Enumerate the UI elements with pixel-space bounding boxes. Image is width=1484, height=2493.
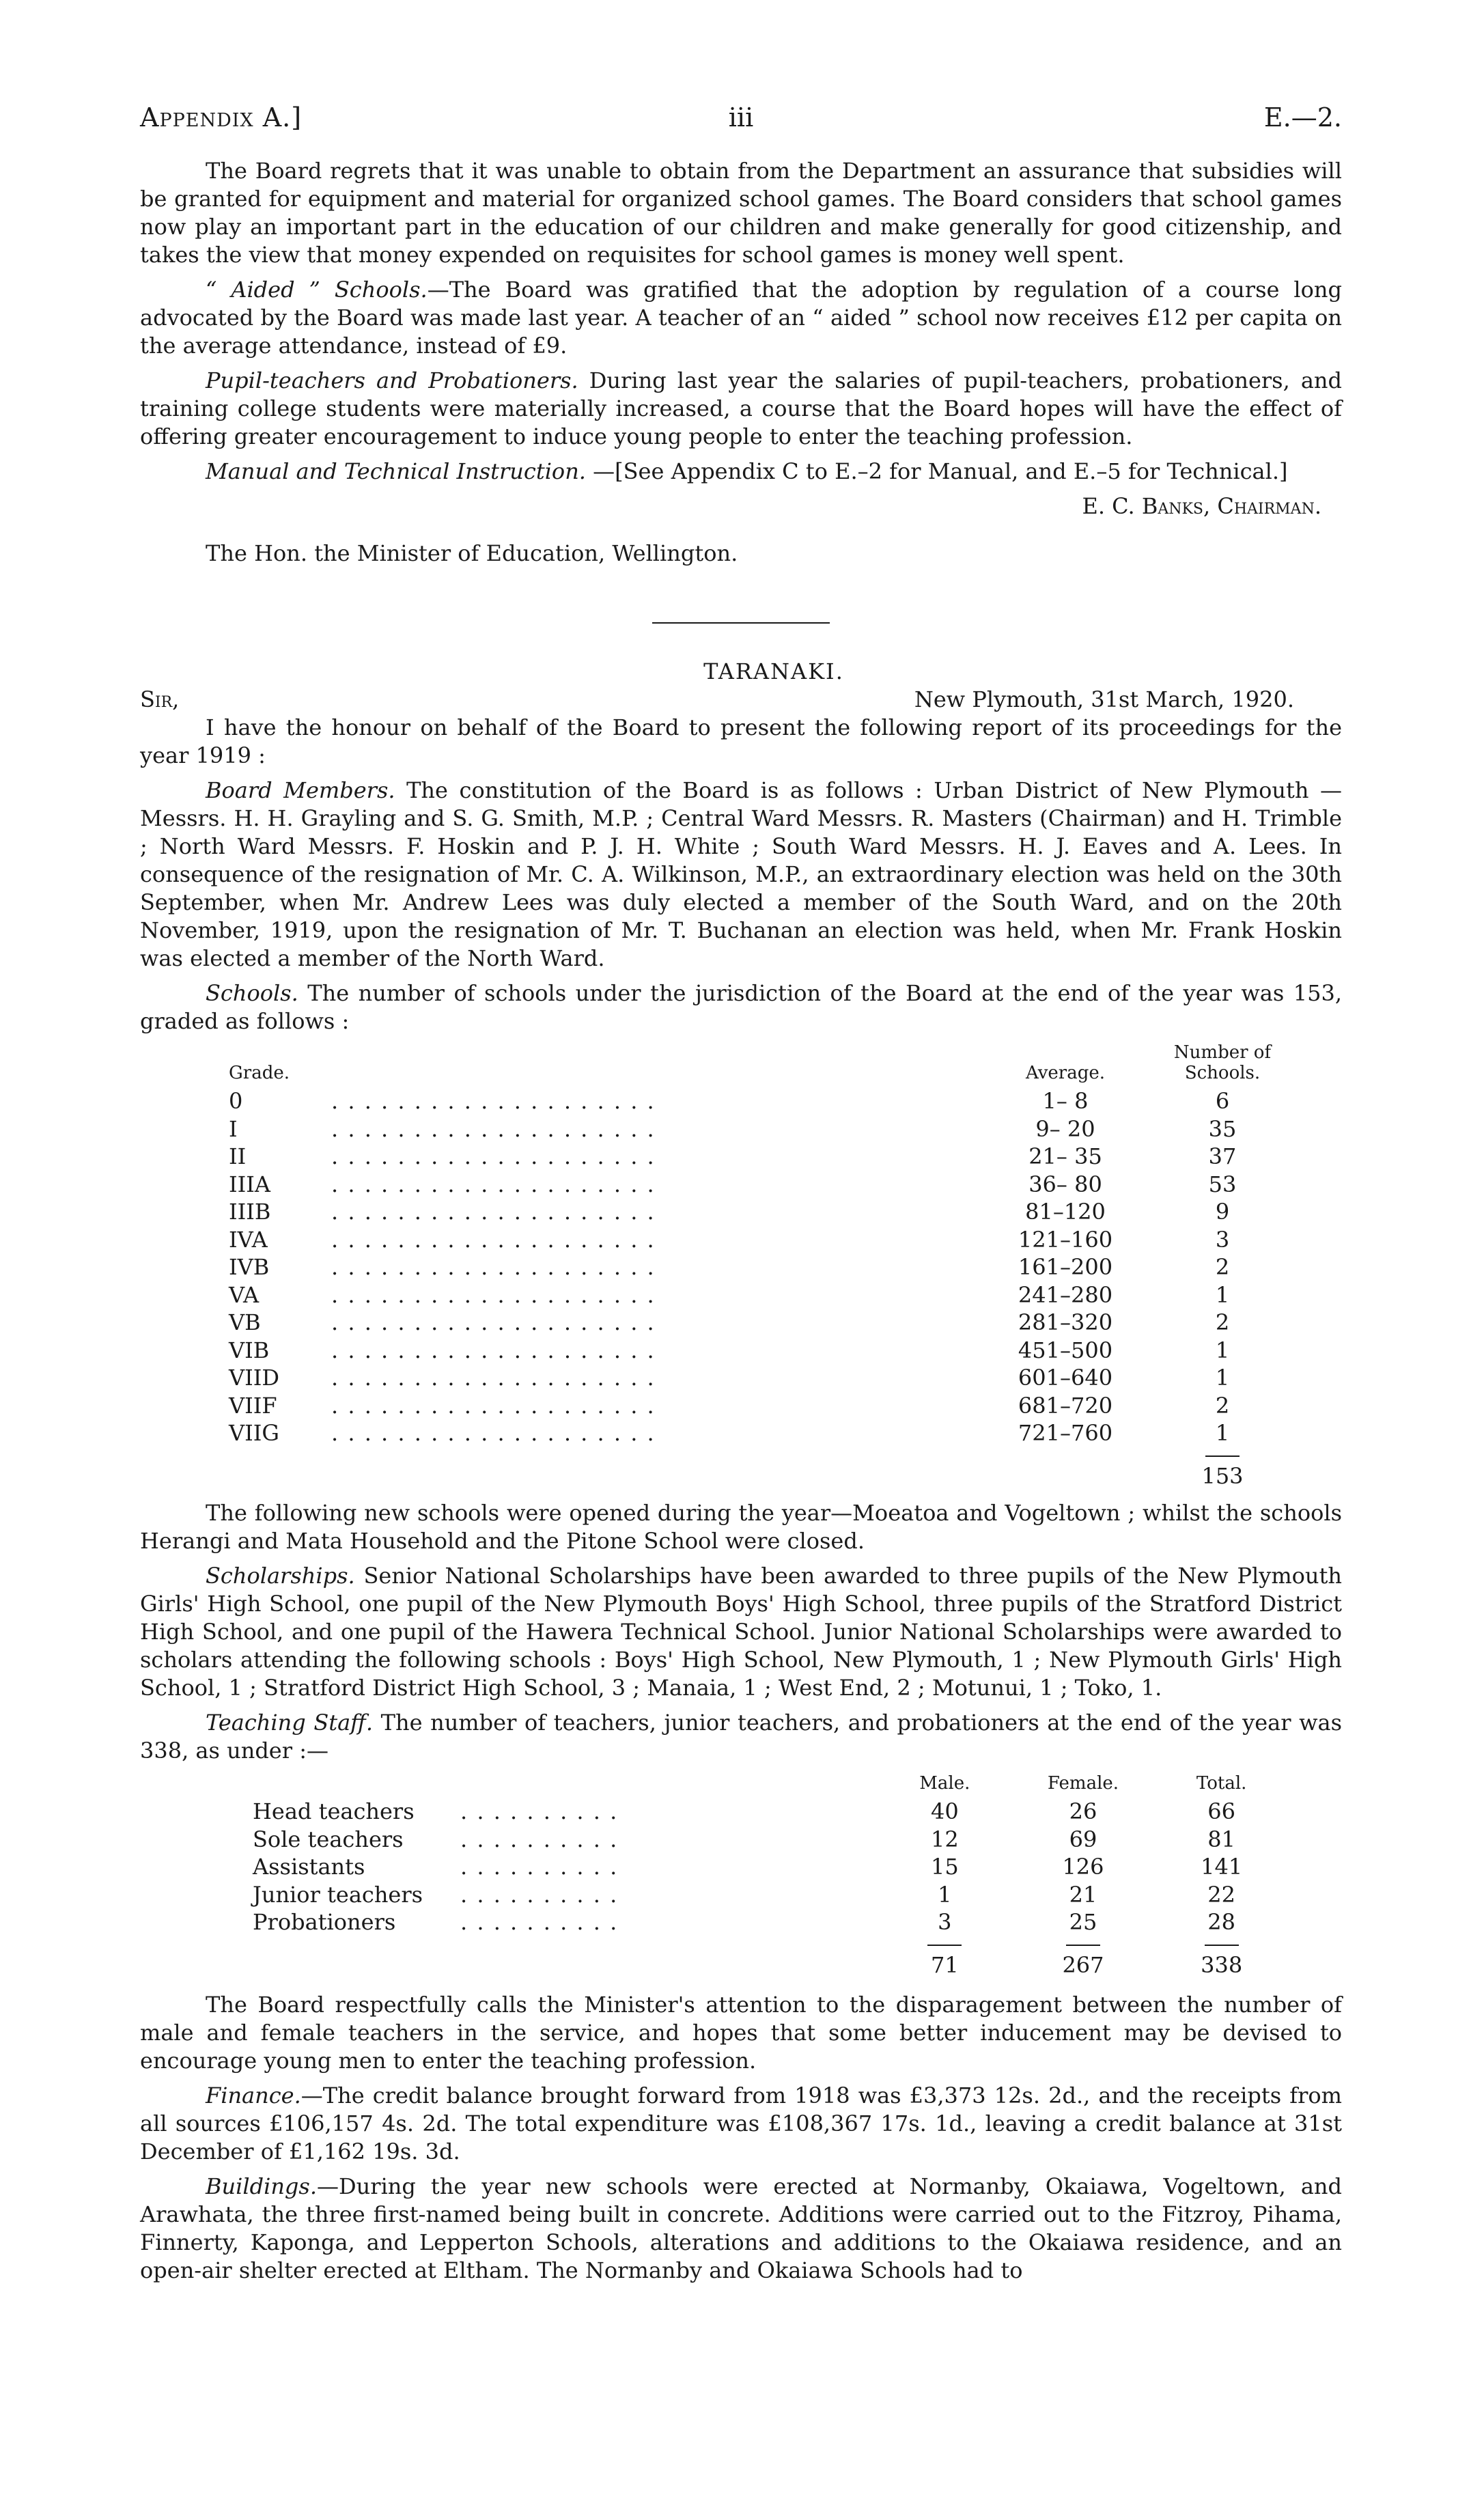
staff-category-cell: Assistants xyxy=(253,1854,365,1880)
grade-cell: VIIF xyxy=(229,1392,277,1419)
staff-category-cell: Head teachers xyxy=(253,1798,415,1824)
average-cell: 681–720 xyxy=(1018,1392,1113,1419)
number-cell: 1 xyxy=(1215,1420,1230,1446)
aided-schools-lead: “ Aided ” Schools. xyxy=(206,277,428,303)
paragraph-new-schools: The following new schools were opened during the year—Moeatoa and Vogeltown ; whilst the schools Herangi and Mata Household and the Pitone School were closed. xyxy=(140,1500,1342,1554)
female-total: 267 xyxy=(1062,1951,1104,1978)
teaching-staff-table xyxy=(253,1772,1291,1979)
male-cell: 3 xyxy=(938,1909,952,1935)
male-column-header: Male. xyxy=(919,1773,970,1794)
teaching-staff-lead: Teaching Staff. xyxy=(206,1710,374,1736)
average-cell: 81–120 xyxy=(1025,1199,1106,1225)
grand-total: 338 xyxy=(1201,1951,1243,1978)
staff-category-cell: Sole teachers xyxy=(253,1826,404,1852)
total-column-header: Total. xyxy=(1196,1773,1247,1794)
grade-table-row xyxy=(229,1143,1308,1171)
grade-table-row xyxy=(229,1364,1308,1392)
average-cell: 36– 80 xyxy=(1028,1171,1102,1197)
grade-cell: IVB xyxy=(229,1254,270,1280)
page-header xyxy=(140,102,1342,143)
number-cell: 53 xyxy=(1208,1171,1237,1197)
female-cell: 21 xyxy=(1069,1881,1097,1908)
grade-table-row xyxy=(229,1087,1308,1115)
leader-dots: . . . . . . . . . . . . . . . . . . . . xyxy=(331,1171,656,1197)
total-cell: 22 xyxy=(1207,1881,1236,1908)
paragraph-finance: Finance.—The credit balance brought forward from 1918 was £3,373 12s. 2d., and the receipts from all sources £106,157 4s. 2d. The total expenditure was £108,367 17s. 1d., leaving a credit balance at 31st December of £1,162 19s. 3d. xyxy=(140,2083,1342,2164)
male-cell: 1 xyxy=(938,1881,952,1908)
finance-lead: Finance. xyxy=(206,2083,301,2108)
pupil-teachers-lead: Pupil-teachers and Probationers. xyxy=(206,367,578,393)
grade-cell: VIIG xyxy=(229,1420,279,1446)
grade-cell: IVA xyxy=(229,1226,268,1253)
paragraph-pupil-teachers: Pupil-teachers and Probationers. During last year the salaries of pupil-teachers, probationers, and training college students were materially increased, a course that the Board hopes will have the effect of offering greater encouragement to induce young people to enter the teaching profession. xyxy=(140,367,1343,449)
section-title-taranaki: TARANAKI. xyxy=(703,658,844,684)
leader-dots: . . . . . . . . . . . . . . . . . . . . xyxy=(331,1088,656,1114)
paragraph-board-members: Board Members. The constitution of the Board is as follows : Urban District of New Plymouth —Messrs. H. H. Grayling and S. G. Smith, M.P. ; Central Ward Messrs. R. Masters (Chairman) and H. Trimble ; North Ward Messrs. F. Hoskin and P. J. H. White ; South Ward Messrs. H. J. Eaves and A. Lees. In consequence of the resignation of Mr. C. A. Wilkinson, M.P., an extraordinary election was held on the 30th September, when Mr. Andrew Lees was duly elected a member of the South Ward, and on the 20th November, 1919, upon the resignation of Mr. T. Buchanan an election was held, when Mr. Frank Hoskin was elected a member of the North Ward. xyxy=(140,777,1343,971)
average-cell: 161–200 xyxy=(1018,1254,1113,1280)
number-cell: 9 xyxy=(1215,1199,1230,1225)
female-cell: 69 xyxy=(1069,1826,1097,1852)
paragraph-schools: Schools. The number of schools under the jurisdiction of the Board at the end of the year was 153, graded as follows : xyxy=(140,980,1342,1034)
grade-total: 153 xyxy=(1201,1462,1244,1489)
number-cell: 1 xyxy=(1215,1337,1230,1363)
staff-table-header xyxy=(253,1772,1291,1798)
leader-dots: . . . . . . . . . . . . . . . . . . . . xyxy=(331,1199,656,1225)
number-cell: 2 xyxy=(1215,1309,1230,1335)
grade-column-header: Grade. xyxy=(229,1063,290,1083)
grade-table-row xyxy=(229,1115,1308,1143)
grade-cell: II xyxy=(229,1143,247,1169)
average-cell: 21– 35 xyxy=(1028,1143,1102,1169)
grade-table-row xyxy=(229,1198,1308,1226)
leader-dots: . . . . . . . . . . . . . . . . . . . . xyxy=(331,1254,656,1280)
grade-cell: VIID xyxy=(229,1365,280,1391)
grade-table-row xyxy=(229,1419,1308,1447)
salutation: Sir, xyxy=(140,686,180,712)
grade-cell: VIB xyxy=(229,1337,270,1363)
leader-dots: . . . . . . . . . . xyxy=(460,1854,619,1880)
average-cell: 721–760 xyxy=(1018,1420,1113,1446)
grade-table-row xyxy=(229,1337,1308,1365)
paragraph-teaching-staff: Teaching Staff. The number of teachers, junior teachers, and probationers at the end of the year was 338, as under :— xyxy=(140,1710,1343,1764)
header-appendix: Appendix A.] xyxy=(140,102,303,133)
leader-dots: . . . . . . . . . . . . . . . . . . . . xyxy=(331,1281,656,1308)
number-cell: 6 xyxy=(1215,1088,1230,1114)
number-column-header: Number of Schools. xyxy=(1173,1042,1272,1083)
staff-table-totals xyxy=(253,1951,1291,1979)
leader-dots: . . . . . . . . . . xyxy=(460,1826,619,1852)
total-cell: 66 xyxy=(1207,1798,1236,1824)
salutation-line xyxy=(140,686,1342,714)
grade-table-row xyxy=(229,1309,1308,1337)
number-cell: 2 xyxy=(1215,1392,1230,1419)
schools-grade-table xyxy=(229,1042,1308,1490)
staff-table-row xyxy=(253,1908,1291,1936)
number-cell: 1 xyxy=(1215,1281,1230,1308)
addressee: The Hon. the Minister of Education, Wellington. xyxy=(206,540,738,566)
staff-table-row xyxy=(253,1881,1291,1909)
female-cell: 26 xyxy=(1069,1798,1097,1824)
header-page-number: iii xyxy=(728,102,754,133)
leader-dots: . . . . . . . . . . . . . . . . . . . . xyxy=(331,1337,656,1363)
number-cell: 35 xyxy=(1208,1115,1237,1142)
leader-dots: . . . . . . . . . . xyxy=(460,1881,619,1908)
number-cell: 1 xyxy=(1215,1365,1230,1391)
grade-cell: 0 xyxy=(229,1088,243,1114)
number-cell: 37 xyxy=(1208,1143,1237,1169)
average-cell: 281–320 xyxy=(1018,1309,1113,1335)
number-cell: 2 xyxy=(1215,1254,1230,1280)
male-cell: 15 xyxy=(930,1854,959,1880)
board-members-lead: Board Members. xyxy=(206,777,395,803)
schools-lead: Schools. xyxy=(206,980,298,1006)
male-total: 71 xyxy=(930,1951,959,1978)
male-cell: 40 xyxy=(930,1798,959,1824)
paragraph-disparagement: The Board respectfully calls the Minister's attention to the disparagement between the number of male and female teachers in the service, and hopes that some better inducement may be devised to encourage young men to enter the teaching profession. xyxy=(140,1992,1342,2074)
staff-table-row xyxy=(253,1826,1291,1854)
grade-cell: VB xyxy=(229,1309,261,1335)
female-cell: 25 xyxy=(1069,1909,1097,1935)
total-cell: 141 xyxy=(1201,1854,1243,1880)
paragraph-buildings: Buildings.—During the year new schools were erected at Normanby, Okaiawa, Vogeltown, and Arawhata, the three first-named being built in concrete. Additions were carried out to the Fitzroy, Pihama, Finnerty, Kaponga, and Lepperton Schools, alterations and additions to the Okaiawa residence, and an open-air shelter erected at Eltham. The Normanby and Okaiawa Schools had to xyxy=(140,2173,1342,2283)
buildings-lead: Buildings. xyxy=(206,2173,317,2199)
average-cell: 1– 8 xyxy=(1042,1088,1089,1114)
leader-dots: . . . . . . . . . . . . . . . . . . . . xyxy=(331,1143,656,1169)
average-cell: 121–160 xyxy=(1018,1226,1113,1253)
leader-dots: . . . . . . . . . . . . . . . . . . . . xyxy=(331,1420,656,1446)
staff-category-cell: Junior teachers xyxy=(253,1881,423,1908)
document-body xyxy=(140,157,1342,2292)
scholarships-lead: Scholarships. xyxy=(206,1563,355,1589)
average-column-header: Average. xyxy=(1025,1063,1106,1083)
staff-table-row xyxy=(253,1853,1291,1881)
total-cell: 81 xyxy=(1207,1826,1236,1852)
place-date: New Plymouth, 31st March, 1920. xyxy=(914,686,1294,712)
header-reference: E.—2. xyxy=(1263,102,1342,133)
grade-table-row xyxy=(229,1392,1308,1420)
total-cell: 28 xyxy=(1207,1909,1236,1935)
paragraph-scholarships: Scholarships. Senior National Scholarships have been awarded to three pupils of the New Plymouth Girls' High School, one pupil of the New Plymouth Boys' High School, three pupils of the Stratford District High School, and one pupil of the Hawera Technical School. Junior National Scholarships were awarded to scholars attending the following schools : Boys' High School, New Plymouth, 1 ; New Plymouth Girls' High School, 1 ; Stratford District High School, 3 ; Manaia, 1 ; West End, 2 ; Motunui, 1 ; Toko, 1. xyxy=(140,1563,1342,1701)
leader-dots: . . . . . . . . . . . . . . . . . . . . xyxy=(331,1115,656,1142)
grade-table-row xyxy=(229,1226,1308,1254)
male-cell: 12 xyxy=(930,1826,959,1852)
paragraph-manual-technical: Manual and Technical Instruction. —[See Appendix C to E.–2 for Manual, and E.–5 for Technical.] xyxy=(206,458,1288,484)
number-cell: 3 xyxy=(1215,1226,1230,1253)
leader-dots: . . . . . . . . . . xyxy=(460,1798,619,1824)
average-cell: 451–500 xyxy=(1018,1337,1113,1363)
leader-dots: . . . . . . . . . . . . . . . . . . . . xyxy=(331,1365,656,1391)
average-cell: 9– 20 xyxy=(1035,1115,1095,1142)
chairman-signature: E. C. Banks, Chairman. xyxy=(1082,493,1321,519)
staff-table-row xyxy=(253,1798,1291,1826)
section-divider xyxy=(652,622,830,624)
average-cell: 241–280 xyxy=(1018,1281,1113,1308)
grade-cell: IIIB xyxy=(229,1199,271,1225)
grade-table-row xyxy=(229,1171,1308,1199)
leader-dots: . . . . . . . . . . . . . . . . . . . . xyxy=(331,1309,656,1335)
manual-technical-lead: Manual and Technical Instruction. xyxy=(206,458,586,484)
paragraph-school-games: The Board regrets that it was unable to obtain from the Department an assurance that subsidies will be granted for equipment and material for organized school games. The Board considers that school games now play an important part in the education of our children and make generally for good citizenship, and takes the view that money expended on requisites for school games is money well spent. xyxy=(140,158,1342,268)
staff-category-cell: Probationers xyxy=(253,1909,396,1935)
average-cell: 601–640 xyxy=(1018,1365,1113,1391)
grade-table-row xyxy=(229,1253,1308,1281)
leader-dots: . . . . . . . . . . . . . . . . . . . . xyxy=(331,1226,656,1253)
grade-cell: VA xyxy=(229,1281,260,1308)
grade-cell: IIIA xyxy=(229,1171,271,1197)
female-column-header: Female. xyxy=(1047,1773,1119,1794)
grade-table-row xyxy=(229,1281,1308,1309)
female-cell: 126 xyxy=(1062,1854,1104,1880)
paragraph-aided-schools: “ Aided ” Schools.—The Board was gratified that the adoption by regulation of a course long advocated by the Board was made last year. A teacher of an “ aided ” school now receives £12 per capita on the average attendance, instead of £9. xyxy=(140,277,1343,359)
grade-table-header xyxy=(229,1042,1308,1087)
leader-dots: . . . . . . . . . . . . . . . . . . . . xyxy=(331,1392,656,1419)
paragraph-intro: I have the honour on behalf of the Board to present the following report of its proceedings for the year 1919 : xyxy=(140,714,1342,768)
grade-cell: I xyxy=(229,1115,238,1142)
grade-table-total xyxy=(229,1462,1308,1490)
leader-dots: . . . . . . . . . . xyxy=(460,1909,619,1935)
